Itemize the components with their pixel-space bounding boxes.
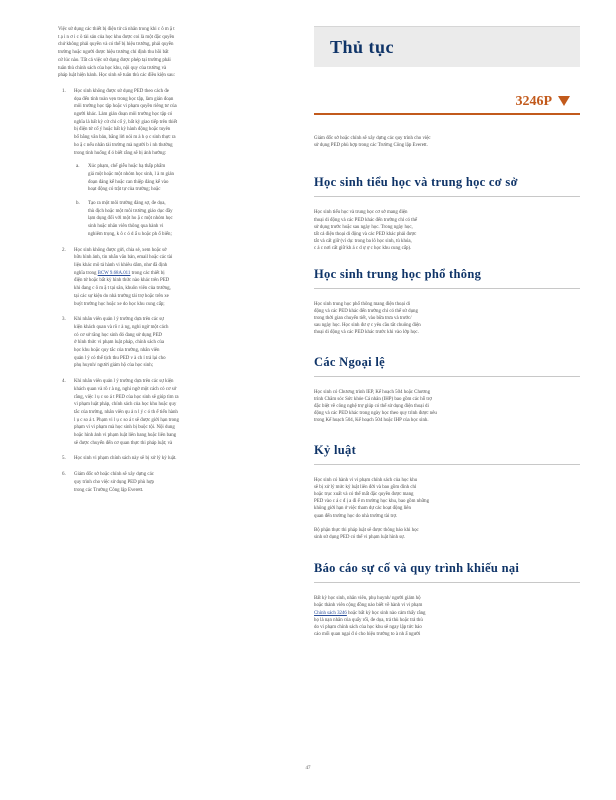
text-line: quy trình cho việc sử dụng PED phù hợp — [74, 479, 154, 485]
text-line: Học sinh tiểu học và trung học cơ sở mang điện — [314, 210, 408, 216]
text-line: nghĩa là bất kỳ cử chỉ cố ý, bất kỳ giao tiếp trên thiết — [74, 119, 178, 125]
list-item — [58, 247, 290, 309]
text-line: hoặc trục xuất và có thể mất đặc quyền được mang — [314, 492, 414, 498]
text-line: hữu hình ảnh, tin nhắn văn bản, email hoặc các tài — [74, 255, 173, 261]
text-line: khách quan và rõ r à ng, nghi ngờ một cách có cơ sở — [74, 386, 177, 392]
sub-letter: b. — [76, 201, 80, 207]
policy-code: 3246P — [515, 94, 552, 109]
text-line: tất cả điện thoại di động và các PED khác phải được — [314, 232, 417, 238]
text-line: vi phạm luật pháp, chính sách của học khu hoặc quy — [74, 402, 177, 408]
text-line: học khu hoặc quy tắc của trường, nhân viên — [74, 348, 160, 354]
text-line: quan đến trường học do nhà trường tài trợ. — [314, 513, 398, 519]
list-number: 2. — [62, 247, 66, 253]
section-heading: Học sinh trung học phổ thông — [314, 267, 580, 289]
sub-letter: a. — [76, 164, 80, 170]
text-line: hoặc thành viên cộng đồng nào biết về hành vi vi phạm — [314, 603, 423, 609]
text-line: trường hoặc người được hiệu trưởng chỉ định thu hồi bất — [58, 50, 169, 56]
section-heading: Kỷ luật — [314, 443, 580, 465]
text-line: phụ huynh/ người giám hộ của học sinh; — [74, 363, 153, 369]
text-line: Học sinh có Chương trình IEP, Kế hoạch 504 hoặc Chương — [314, 389, 431, 395]
text-line: nghiêm trọng, k ô c ó d ấ u hoặc ph ổ biến; — [88, 231, 172, 237]
text-line: sẽ được chuyển đến cơ quan thực thi pháp luật; và — [74, 440, 173, 446]
list-number: 3. — [62, 317, 66, 323]
text-line: tắc của trường, nhân viên qu ả n l ý c ó th ể tiến hành — [74, 409, 178, 415]
text-line: sinh hoặc nhân viên thông qua hành vi — [88, 224, 164, 230]
page-title: Thủ tục — [330, 36, 395, 57]
text-line: liệu khác mô tả hành vi khiêu dâm, như đã định — [74, 262, 168, 268]
text-line: trong thời gian chuyển tiết, vào bữa trưa và trước/ — [314, 316, 412, 322]
section-paragraph — [314, 527, 580, 541]
text-fragment: hoặc bất kỳ học sinh nào cảm thấy rằng — [346, 610, 426, 616]
text-line: trong Kế hoạch 504, Kế hoạch 504 hoặc IHP của học sinh. — [314, 418, 429, 424]
text-line: trong tình huống đ ó biết rằng sẽ bị ảnh hưởng: — [74, 150, 167, 156]
text-line: pháp luật hiện hành. Học sinh sẽ tuân thủ các điều kiện sau: — [58, 73, 175, 79]
list-item — [58, 455, 290, 463]
section-paragraph — [314, 389, 580, 425]
text-line: t ạ i n ơ i c ô tài sản của học khu được coi là một đặc quyền — [58, 34, 175, 40]
text-line — [314, 610, 580, 617]
list-number: 6. — [62, 472, 66, 478]
text-line: bị điện tử cố ý hoặc bất kỳ hành động hoặc tuyên — [74, 127, 171, 133]
text-line: sinh sử dụng PED có thể vi phạm luật hình sự. — [314, 535, 406, 541]
text-line: không giới hạn ở việc tham dự các hoạt động liên — [314, 506, 411, 512]
rcw-link[interactable]: BCW 9.68A.011 — [97, 270, 131, 276]
text-line: Xúc phạm, chế giễu hoặc hạ thấp phẩm — [88, 164, 166, 170]
sub-item — [74, 163, 290, 194]
text-line: dọa đến tính toàn vẹn trong học tập, làm gián đoạn — [74, 96, 174, 102]
text-line: trong các Trường Công lập Everett. — [74, 487, 144, 493]
text-line: khi đang c ô m ặ t tại sân, khuôn viên của trường, — [74, 286, 171, 292]
text-line: giá một hoặc một nhóm học sinh, l à m gián — [88, 171, 174, 177]
section-heading: Học sinh tiểu học và trung học cơ sở — [314, 175, 580, 197]
text-line: bố bằng văn bản, bằng lời nói m à h ọ c sinh thực ra — [74, 135, 176, 141]
text-line: Khi nhân viên quản l ý trường dựa trên các sự kiện — [74, 379, 174, 385]
text-line: PED vào c á c đ ị a đi ể m trường học khu, bao gồm những — [314, 499, 430, 505]
list-number: 4. — [62, 379, 66, 385]
text-line: Học sinh có hành vi vi phạm chính sách của học khu — [314, 477, 418, 483]
triangle-down-icon — [558, 96, 570, 106]
title-banner — [314, 26, 580, 67]
text-line: họ là nạn nhân của quấy rối, đe dọa, trả thù hoặc trả thù — [314, 617, 423, 623]
text-line: rằng, việc l ụ c so á t PED của học sinh sẽ giúp tìm ra — [74, 394, 179, 400]
text-line — [74, 270, 290, 278]
policy-3246-link[interactable]: Chính sách 3246 — [314, 610, 347, 616]
list-number: 5. — [62, 456, 66, 462]
text-line: thù địch hoặc một môi trường giáo dục đầy — [88, 208, 173, 214]
text-line: chứ không phải quyền và có thể bị hiệu trưởng, phái quyền — [58, 42, 174, 48]
section-paragraph — [314, 301, 580, 337]
text-line: Tạo ra một môi trường đáng sợ, đe dọa, — [88, 201, 166, 207]
text-line: trình Chăm sóc Sức khỏe Cá nhân (IHP) bao gồm các hỗ trợ — [314, 396, 432, 402]
text-line: ở hình thức vi phạm luật pháp, chính sách của — [74, 340, 164, 346]
text-line: Học sinh không được sử dụng PED theo cách đe — [74, 88, 169, 94]
text-line: điện tử hoặc bất kỳ hình thức nào khác trên PED — [74, 278, 170, 284]
text-line: động và các PED khác đến trường chỉ có thể sử dụng — [314, 308, 418, 314]
conditions-list — [58, 88, 290, 494]
text-line: sử dụng PED phù hợp trong các Trường Công lập Everett. — [314, 143, 428, 149]
section-heading: Các Ngoại lệ — [314, 355, 580, 377]
section-paragraph — [314, 595, 580, 638]
section-discipline — [314, 443, 580, 542]
text-line: môi trường học tập hoặc vi phạm quyền riêng tư của — [74, 104, 177, 110]
text-fragment: nghĩa trong — [74, 270, 98, 276]
text-line: có cơ sở rằng học sinh đó đang sử dụng PED — [74, 332, 162, 338]
text-line: cáo mối quan ngại đ ó cho hiệu trưởng to à nh ẩ người — [314, 632, 421, 638]
text-line: sử dụng trước hoặc sau ngày học. Trong ngày học, — [314, 224, 413, 230]
text-line: Bất kỳ học sinh, nhân viên, phụ huynh/ người giám hộ — [314, 596, 421, 602]
text-line: Học sinh không được gửi, chia sẻ, xem hoặc sở — [74, 247, 167, 253]
text-line: ho ặ c nếu nhân tài trường mà người b i nh thường — [74, 142, 173, 148]
text-line: người khác. Làm gián đoạn môi trường học tập có — [74, 112, 173, 118]
list-item — [58, 378, 290, 447]
text-line: sau ngày học. Học sinh đư ợ c yêu cầu tắt chuông điện — [314, 323, 421, 329]
text-line: Học sinh trung học phổ thông mang điện thoại di — [314, 301, 411, 307]
text-line: Khi nhân viên quản l ý trường dựa trên các sự — [74, 317, 164, 323]
text-line: kiện khách quan và rõ r à ng, nghi ngờ một cách — [74, 324, 169, 330]
text-line: Giám đốc sở hoặc chính sẽ xây dựng các — [74, 472, 154, 478]
text-line: thoại di động và các PED khác trước khi vào lớp học. — [314, 330, 419, 336]
policy-code-bar — [314, 87, 580, 115]
section-exceptions — [314, 355, 580, 425]
text-line: phạm vi vi phạm mà học sinh bị buộc tội. Nội dung — [74, 425, 175, 431]
text-line: l ụ c so á t. Phạm vi l ụ c so á t sẽ được giới hạn trong — [74, 417, 179, 423]
text-line: Học sinh vi phạm chính sách này sẽ bị xử lý kỷ luật. — [74, 456, 177, 462]
text-line: quản l ý có thể tịch thu PED v à ch ỉ trả lại cho — [74, 355, 166, 361]
list-item — [58, 471, 290, 494]
list-number: 1. — [62, 88, 66, 94]
section-paragraph — [314, 209, 580, 252]
section-paragraph — [314, 477, 580, 520]
list-item — [58, 88, 290, 239]
right-column — [314, 26, 580, 639]
left-column — [58, 26, 290, 494]
text-line: c á c nơi cất giữ kh á c d ự ợ c học khu cung cấp). — [314, 246, 412, 252]
page-number: 47 — [305, 766, 311, 771]
text-line: Bộ phận thực thi pháp luật sẽ được thông báo khi học — [314, 527, 419, 533]
text-line: sẽ bị xử lý mức kỷ luật liên đới và bao gồm đình chỉ — [314, 484, 417, 490]
section-elementary — [314, 175, 580, 252]
text-line: buýt trường học hoặc xe do học khu cung cấp; — [74, 301, 165, 307]
text-line: hoạt động có trật tự của trường; hoặc — [88, 187, 161, 193]
text-line: động và các PED khác trong ngày học theo quy trình được nêu — [314, 411, 437, 417]
text-line: tuân thủ chính sách của học khu, nội quy của trường và — [58, 65, 167, 71]
text-line: Giám đốc sở hoặc chính sẽ xây dựng các quy trình cho việc — [314, 136, 431, 141]
text-line: do vi phạm chính sách của học khu sẽ ngay lập tức báo — [314, 625, 422, 631]
summary-paragraph — [314, 135, 580, 149]
text-line: tại các sự kiện do nhà trường tài trợ hoặc trên xe — [74, 293, 169, 299]
intro-paragraph — [58, 26, 290, 80]
text-line: thoại di động và các PED khác đến trường chỉ có thể — [314, 217, 418, 223]
section-high-school — [314, 267, 580, 337]
text-line: cứ lúc nào. Tất cả việc sử dụng được phép tại trường phải — [58, 57, 171, 63]
text-line: Việc sử dụng các thiết bị điện tử cá nhân trong khi c ô m ặ t — [58, 27, 175, 32]
section-heading: Báo cáo sự cố và quy trình khiếu nại — [314, 561, 580, 583]
text-line: đoạn đáng kể hoặc can thiệp đáng kể vào — [88, 179, 169, 185]
text-fragment: trong các thiết bị — [130, 270, 165, 276]
text-line: lạm dụng đối với một ho ặ c một nhóm học — [88, 216, 173, 222]
list-item — [58, 316, 290, 370]
text-line: tắt và cất giữ (ví dụ: trong ba lô học sinh, tủ khóa, — [314, 239, 412, 245]
sub-item — [74, 200, 290, 239]
section-reporting — [314, 561, 580, 638]
text-line: hoặc hình ảnh vi phạm luật liên bang hoặc liên bang — [74, 433, 177, 439]
text-line: đặc biệt về công nghệ trợ giúp có thể sử dụng điện thoại di — [314, 404, 429, 410]
